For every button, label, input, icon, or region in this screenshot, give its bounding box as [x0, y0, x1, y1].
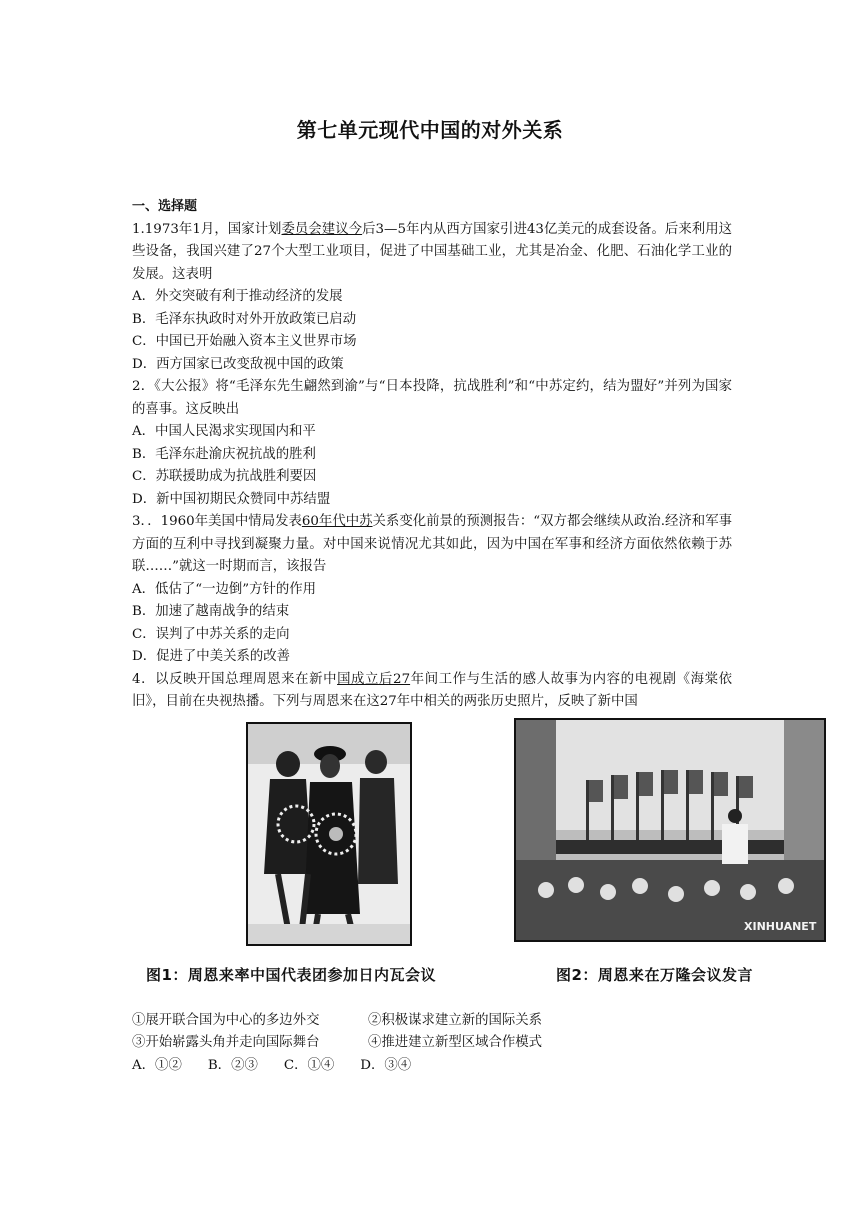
question-3-underlined: 60年代中苏 [301, 514, 373, 529]
question-3-text-a: 3．．1960年美国中情局发表 [132, 514, 302, 529]
answer-option-d: D．③④ [360, 1057, 412, 1073]
question-1-text-b: 后3—5年内从西方国家引进43亿美元的成套设备。后来利用这些设备，我国兴建了27个大型工业项目，促进了中国基础工业，尤其是冶金、化肥、石油化学工业的发展。这表明 [132, 221, 733, 282]
question-2-option-c: C．苏联援助成为抗战胜利要因 [132, 469, 317, 484]
question-4-underlined: 国成立后27 [337, 671, 411, 687]
question-2-option-d: D．新中国初期民众赞同中苏结盟 [132, 491, 331, 507]
question-1 [132, 219, 732, 287]
question-4 [132, 669, 732, 714]
question-4-text-a: 4．以反映开国总理周恩来在新中 [132, 671, 338, 687]
geneva-conference-photo [246, 722, 412, 946]
question-3-option-a: A．低估了“一边倒”方针的作用 [132, 581, 317, 597]
question-4-answers [132, 1055, 732, 1078]
geneva-photo-illustration [248, 724, 410, 944]
answer-option-b: B．②③ [207, 1057, 258, 1073]
bandung-photo-illustration [516, 720, 824, 940]
question-4-statements [132, 1010, 732, 1078]
question-3-option-c: C．误判了中苏关系的走向 [132, 626, 290, 642]
question-3 [132, 511, 732, 579]
bandung-conference-photo [514, 718, 826, 942]
statement-4: ④推进建立新型区域合作模式 [368, 1035, 543, 1050]
figure-2-caption: 图2：周恩来在万隆会议发言 [556, 965, 753, 984]
question-3-option-b: B．加速了越南战争的结束 [132, 604, 290, 619]
question-1-option-a: A．外交突破有利于推动经济的发展 [132, 289, 343, 304]
statement-1: ①展开联合国为中心的多边外交 [132, 1012, 320, 1028]
svg-text:XINHUANET: XINHUANET [744, 919, 817, 933]
question-2-option-b: B．毛泽东赴渝庆祝抗战的胜利 [132, 446, 316, 462]
answer-option-c: C．①④ [283, 1057, 335, 1073]
question-2: 2．《大公报》将“毛泽东先生翩然到渝”与“日本投降，抗战胜利”和“中苏定约，结为盟好”并列为国家的喜事。这反映出 [132, 379, 732, 417]
document-body [132, 196, 817, 1077]
statement-row-2 [132, 1032, 732, 1055]
question-1-text-a: 1.1973年1月，国家计划 [132, 221, 282, 237]
statement-row-1 [132, 1010, 732, 1033]
question-3-text-b: 关系变化前景的预测报告：“双方都会继续从政治.经济和军事方面的互利中寻找到凝聚力量。对中国来说情况尤其如此，因为中国在军事和经济方面依然依赖于苏联……”就这一时期而言，该报告 [132, 514, 732, 574]
question-1-option-b: B．毛泽东执政时对外开放政策已启动 [132, 311, 357, 327]
question-4-figures [132, 718, 817, 998]
question-4-text-b: 年间工作与生活的感人故事为内容的电视剧《海棠依旧》，目前在央视热播。下列与周恩来在这27年中相关的两张历史照片，反映了新中国 [132, 671, 732, 709]
question-3-option-d: D．促进了中美关系的改善 [132, 649, 291, 664]
statement-2: ②积极谋求建立新的国际关系 [368, 1012, 543, 1028]
question-1-option-c: C．中国已开始融入资本主义世界市场 [132, 334, 357, 349]
statement-3: ③开始崭露头角并走向国际舞台 [132, 1035, 320, 1050]
question-2-option-a: A．中国人民渴求实现国内和平 [132, 424, 316, 439]
question-1-option-d: D．西方国家已改变敌视中国的政策 [132, 356, 344, 372]
figure-1-caption: 图1：周恩来率中国代表团参加日内瓦会议 [146, 965, 436, 984]
page-title: 第七单元现代中国的对外关系 [296, 118, 564, 142]
answer-option-a: A．①② [132, 1057, 182, 1073]
section-heading: 一、选择题 [132, 199, 198, 214]
question-1-underlined: 委员会建议今 [281, 221, 363, 237]
